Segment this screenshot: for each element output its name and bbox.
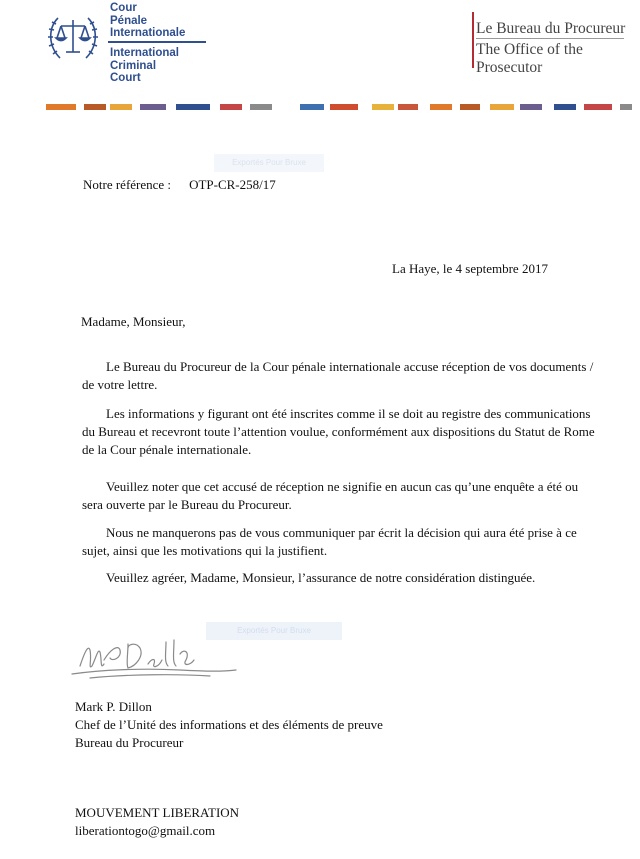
stripe-segment [140, 104, 166, 110]
paragraph-4 [82, 524, 602, 560]
stripe-segment [372, 104, 394, 110]
stripe-segment [110, 104, 132, 110]
stripe-segment [620, 104, 632, 110]
stripe-segment [84, 104, 106, 110]
stripe-segment [460, 104, 480, 110]
stripe-segment [490, 104, 514, 110]
stripe-segment [300, 104, 324, 110]
court-name-en-line: Criminal [110, 59, 157, 72]
faint-stamp-top: Exportés Pour Bruxe [214, 154, 324, 172]
stripe-segment [430, 104, 452, 110]
paragraph-text: Les informations y figurant ont été inscrites comme il se doit au registre des communications du Bureau et recevront toute l’attention voulue, conformément aux dispositions du Statut de Rome de la Cour pénale internationale. [82, 406, 595, 457]
office-title-english: The Office of the Prosecutor [476, 41, 583, 76]
stripe-segment [520, 104, 542, 110]
court-name-fr-line: Pénale [110, 14, 148, 27]
court-name-en-line: Court [110, 72, 141, 84]
stripe-segment [554, 104, 576, 110]
court-name-fr-line: Internationale [110, 27, 186, 39]
office-accent-rule [472, 12, 474, 68]
office-divider [476, 38, 624, 39]
office-title-french: Le Bureau du Procureur [476, 20, 626, 37]
court-name-french [110, 2, 185, 40]
stripe-segment [220, 104, 242, 110]
icc-emblem-logo [44, 8, 102, 66]
stripe-segment [330, 104, 358, 110]
paragraph-text: Veuillez noter que cet accusé de réception ne signifie en aucun cas qu’une enquête a été ou sera ouverte par le Bureau du Procureur. [82, 479, 579, 512]
salutation: Madame, Monsieur, [81, 314, 186, 329]
stripe-segment [176, 104, 210, 110]
reference-line [83, 176, 276, 194]
stripe-segment [584, 104, 612, 110]
signature-block [75, 698, 383, 752]
signer-name: Mark P. Dillon [75, 699, 152, 714]
reference-value: OTP-CR-258/17 [189, 177, 276, 192]
letter-date: La Haye, le 4 septembre 2017 [392, 261, 548, 276]
signer-title: Chef de l’Unité des informations et des éléments de preuve [75, 717, 383, 732]
paragraph-text: Le Bureau du Procureur de la Cour pénale internationale accuse réception de vos documents / de votre lettre. [82, 359, 594, 392]
signer-office: Bureau du Procureur [75, 735, 184, 750]
court-name-fr-line: Cour [110, 2, 137, 14]
court-name-en-line: International [110, 47, 180, 59]
handwritten-signature [70, 630, 240, 690]
logo-divider [108, 41, 206, 43]
paragraph-2 [82, 405, 602, 459]
paragraph-text: Veuillez agréer, Madame, Monsieur, l’assurance de notre considération distinguée. [106, 570, 536, 585]
paragraph-text: Nous ne manquerons pas de vous communiquer par écrit la décision qui aura été prise à ce sujet, ainsi que les motivations qui la justifient. [82, 525, 577, 558]
paragraph-1 [82, 358, 602, 394]
reference-label: Notre référence : [83, 177, 172, 192]
recipient-email: liberationtogo@gmail.com [75, 823, 216, 838]
paragraph-5 [82, 569, 602, 587]
recipient-name: MOUVEMENT LIBERATION [75, 805, 240, 820]
stripe-segment [398, 104, 418, 110]
faint-stamp-bottom: Exportés Pour Bruxe [206, 622, 342, 640]
stripe-segment [46, 104, 76, 110]
recipient-block [75, 804, 239, 840]
stripe-segment [250, 104, 272, 110]
court-name-english [110, 47, 179, 85]
paragraph-3 [82, 478, 602, 514]
